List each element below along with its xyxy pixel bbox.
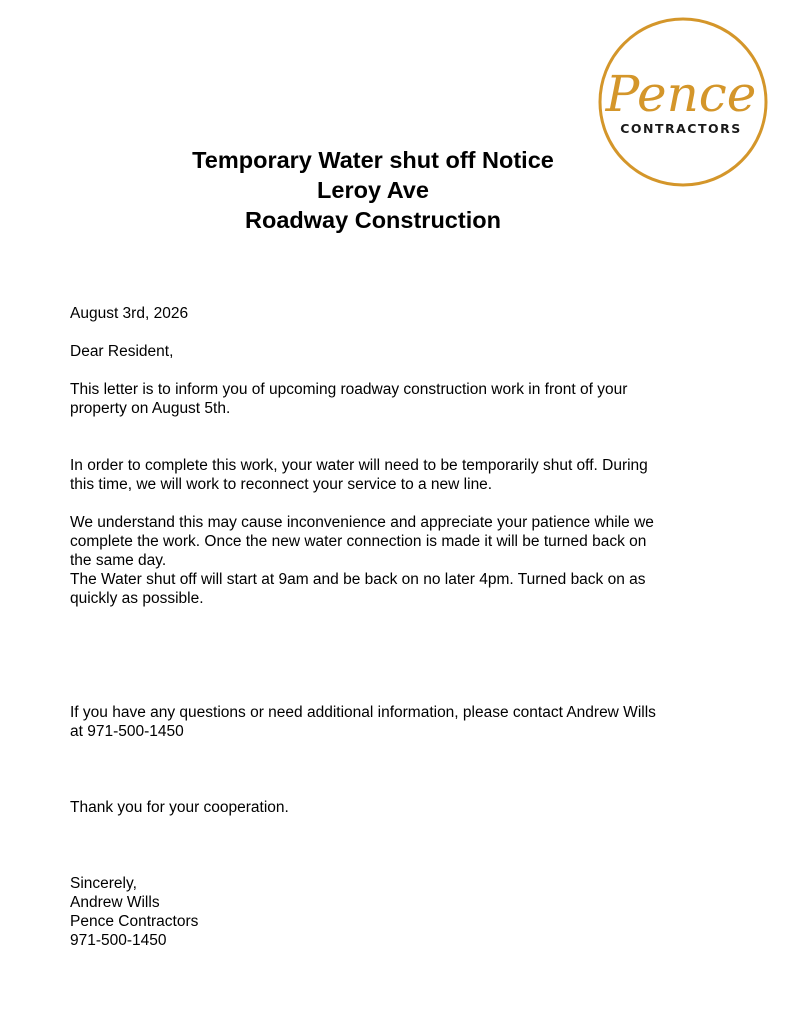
title-line-2: Leroy Ave [317,177,429,203]
letter-thanks: Thank you for your cooperation. [70,799,289,816]
paragraph-line: this time, we will work to reconnect your service to a new line. [70,476,493,493]
paragraph-line: The Water shut off will start at 9am and be back on no later 4pm. Turned back on as [70,571,646,588]
signature-phone: 971-500-1450 [70,932,167,949]
signature-company: Pence Contractors [70,913,199,930]
logo-script-text: Pence [605,65,757,123]
letter-paragraph-intro [70,380,730,418]
letter-paragraph-contact [70,703,730,741]
letter-paragraph-shutoff [70,456,730,494]
signature-closing: Sincerely, [70,875,137,892]
paragraph-line: the same day. [70,552,167,569]
letter-salutation: Dear Resident, [70,343,174,360]
paragraph-line: property on August 5th. [70,400,231,417]
title-line-3: Roadway Construction [245,207,501,233]
paragraph-line: at 971-500-1450 [70,723,184,740]
notice-title [0,145,746,235]
paragraph-line: quickly as possible. [70,590,204,607]
letter-paragraph-schedule [70,513,730,608]
signature-name: Andrew Wills [70,894,160,911]
letter-date: August 3rd, 2026 [70,305,189,322]
paragraph-line: This letter is to inform you of upcoming roadway construction work in front of your [70,381,628,398]
paragraph-line: In order to complete this work, your water will need to be temporarily shut off. During [70,457,648,474]
paragraph-line: We understand this may cause inconvenience and appreciate your patience while we [70,514,654,531]
paragraph-line: If you have any questions or need additional information, please contact Andrew Wills [70,704,656,721]
paragraph-line: complete the work. Once the new water connection is made it will be turned back on [70,533,647,550]
logo-subtext: CONTRACTORS [620,121,742,136]
title-line-1: Temporary Water shut off Notice [192,147,554,173]
letter-signature [70,874,730,950]
